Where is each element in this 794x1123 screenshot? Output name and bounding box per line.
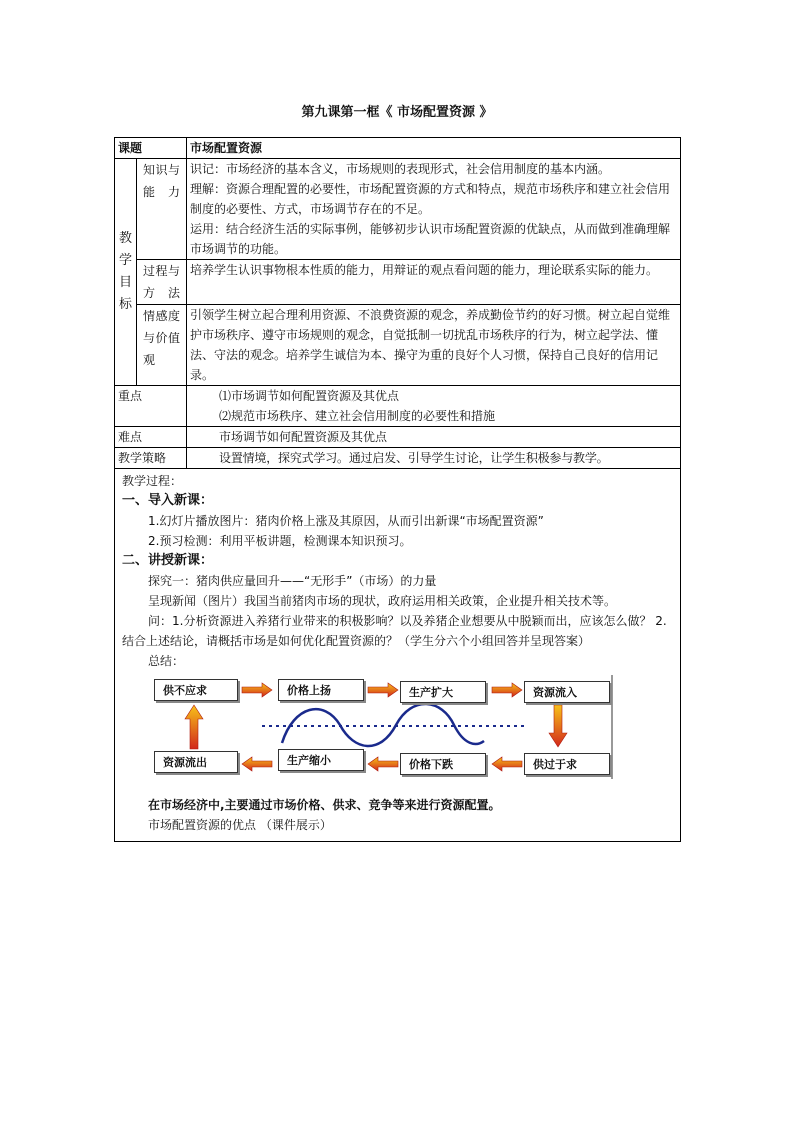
key-points-label: 重点: [115, 386, 187, 427]
news-text: 呈现新闻（图片）我国当前猪肉市场的现状，政府运用相关政策，企业提升相关技术等。: [148, 594, 617, 608]
flow-box-production-shrink: 生产缩小: [278, 749, 364, 771]
flow-box-resource-outflow: 资源流出: [154, 751, 238, 773]
arrow-right-3: [492, 683, 522, 697]
arrow-down: [549, 705, 567, 747]
knowledge-line-1: 识记：市场经济的基本含义，市场规则的表现形式，社会信用制度的基本内涵。: [190, 162, 611, 176]
emotion-label: 情感度与价值观: [137, 305, 187, 386]
arrow-up: [185, 705, 203, 749]
topic-row: [115, 138, 681, 159]
knowledge-content: [187, 159, 681, 260]
objectives-label-text: 教学目标: [118, 231, 132, 312]
key-points-content: [187, 386, 681, 427]
advantages-text: 市场配置资源的优点 （课件展示）: [148, 818, 332, 832]
key-point-2: ⑵规范市场秩序、建立社会信用制度的必要性和措施: [219, 409, 496, 423]
strategy-row: [115, 448, 681, 469]
flow-box-price-rise: 价格上扬: [278, 679, 364, 701]
new-lesson-title: 二、讲授新课：: [122, 553, 214, 568]
strategy-label: 教学策略: [115, 448, 187, 469]
flow-box-production-expand: 生产扩大: [400, 681, 486, 703]
arrow-left-3: [242, 757, 272, 771]
flow-box-price-fall: 价格下跌: [400, 753, 486, 775]
difficult-row: [115, 427, 681, 448]
key-point-1: ⑴市场调节如何配置资源及其优点: [219, 389, 400, 403]
emotion-content: 引领学生树立起合理利用资源、不浪费资源的观念，养成勤俭节约的好习惯。树立起自觉维护市场秩序、遵守市场规则的观念，自觉抵制一切扰乱市场秩序的行为，树立起学法、懂法、守法的观念。培养学生诚信为本、操守为重的良好个人习惯，保持自己良好的信用记录。: [187, 305, 681, 386]
process-content: 培养学生认识事物根本性质的能力，用辩证的观点看问题的能力，理论联系实际的能力。: [187, 260, 681, 305]
arrow-right-2: [368, 683, 398, 697]
difficult-label: 难点: [115, 427, 187, 448]
knowledge-line-2: 理解：资源合理配置的必要性，市场配置资源的方式和特点，规范市场秩序和建立社会信用制度的必要性、方式，市场调节存在的不足。: [190, 182, 671, 216]
topic-value: 市场配置资源: [187, 138, 681, 159]
question-text: 问：1.分析资源进入养猪行业带来的积极影响？以及养猪企业想要从中脱颖而出，应该怎么做？ 2.结合上述结论，请概括市场是如何优化配置资源的？（学生分六个小组回答并呈现答案）: [122, 614, 667, 648]
process-label: 过程与方法: [137, 260, 187, 305]
flow-box-shortage: 供不应求: [154, 679, 238, 701]
document-title: 第九课第一框《 市场配置资源 》: [301, 105, 493, 120]
intro-title: 一、导入新课：: [122, 493, 214, 508]
difficult-value: 市场调节如何配置资源及其优点: [187, 427, 681, 448]
objective-emotion-row: [115, 305, 681, 386]
lesson-plan-table: [114, 137, 681, 842]
arrow-right-1: [242, 683, 272, 697]
process-heading: 教学过程：: [122, 474, 183, 488]
objective-knowledge-row: [115, 159, 681, 260]
strategy-value: 设置情境，探究式学习。通过启发、引导学生讨论，让学生积极参与教学。: [187, 448, 681, 469]
key-points-row: [115, 386, 681, 427]
flow-box-resource-inflow: 资源流入: [524, 681, 610, 703]
objectives-label: [115, 159, 137, 386]
knowledge-line-3: 运用：结合经济生活的实际事例，能够初步认识市场配置资源的优缺点，从而做到准确理解市场调节的功能。: [190, 222, 671, 256]
arrow-left-1: [492, 757, 522, 771]
flow-box-surplus: 供过于求: [524, 753, 610, 775]
topic-label: 课题: [115, 138, 187, 159]
explore-one: 探究一：猪肉供应量回升——“无形手”（市场）的力量: [148, 574, 437, 588]
intro-item-2: 2.预习检测：利用平板讲题，检测课本知识预习。: [148, 534, 412, 548]
conclusion-text: 在市场经济中,主要通过市场价格、供求、竞争等来进行资源配置。: [148, 798, 501, 812]
process-row: [115, 469, 681, 842]
arrow-left-2: [368, 757, 398, 771]
teaching-process: [115, 469, 681, 842]
objective-process-row: [115, 260, 681, 305]
summary-label: 总结：: [148, 654, 185, 668]
knowledge-label: 知识与能力: [137, 159, 187, 260]
market-flow-diagram: [154, 675, 673, 789]
intro-item-1: 1.幻灯片播放图片：猪肉价格上涨及其原因，从而引出新课“市场配置资源”: [148, 514, 544, 528]
